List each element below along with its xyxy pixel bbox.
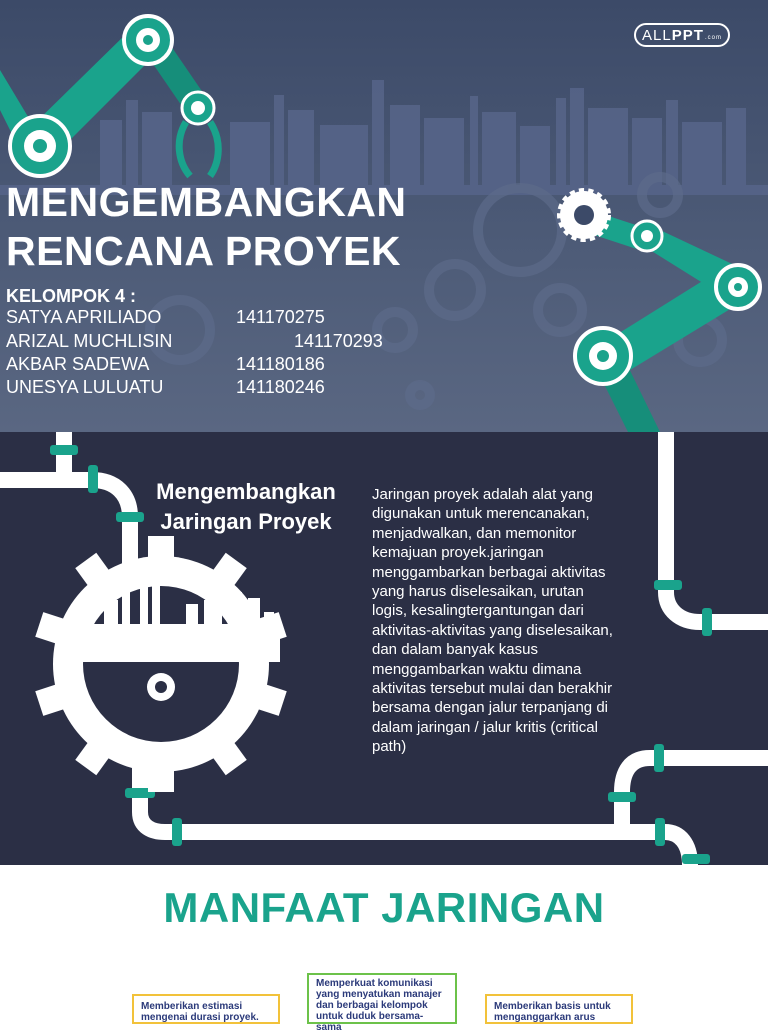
member-id: 141170293	[294, 331, 383, 351]
section-title	[140, 477, 352, 537]
logo-bold: PPT	[671, 26, 704, 44]
benefits-title: MANFAAT JARINGAN	[163, 884, 605, 931]
member-name: SATYA APRILIADO	[6, 307, 162, 327]
robot-arm-right	[560, 191, 760, 432]
member-name: UNESYA LULUATU	[6, 377, 164, 397]
section-title-line-2: Jaringan Proyek	[160, 509, 332, 534]
logo-prefix: ALL	[642, 26, 672, 44]
member-id: 141170275	[236, 307, 325, 327]
benefit-note: Memperkuat komunikasi yang menyatukan manajer dan berbagai kelompok untuk duduk bersama-sama	[307, 973, 457, 1024]
slide-network	[0, 432, 768, 865]
title-line-2: RENCANA PROYEK	[6, 228, 402, 274]
member-id: 141180246	[236, 377, 325, 397]
presentation-title	[6, 178, 407, 276]
member-name: AKBAR SADEWA	[6, 354, 150, 374]
big-gear	[35, 536, 287, 792]
group-label: KELOMPOK 4 :	[6, 286, 137, 306]
slide-title	[0, 0, 768, 432]
slide-benefits	[0, 865, 768, 1033]
section-description: Jaringan proyek adalah alat yang digunakan untuk merencanakan, menjadwalkan, dan memonitor kemajuan proyek.jaringan menggambarkan berbagai aktivitas yang harus diselesaikan, urutan logis, kesalingtergantungan dari aktivitas-aktivitas yang diselesaikan, dan dalam banyak kasus menggambarkan waktu dimana aktivitas tersebut mulai dan berakhir bersama dengan jalur terpanjang di dalam jaringan / jalur kritis (critical path)	[372, 486, 613, 756]
allppt-logo	[634, 23, 730, 47]
title-line-1: MENGEMBANGKAN	[6, 179, 407, 225]
section-title-line-1: Mengembangkan	[156, 479, 336, 504]
member-id: 141180186	[236, 354, 325, 374]
benefit-note: Memberikan estimasi mengenai durasi proyek.	[132, 994, 280, 1024]
logo-suffix: .com	[704, 35, 722, 41]
member-name: ARIZAL MUCHLISIN	[6, 331, 173, 351]
benefit-note: Memberikan basis untuk menganggarkan arus	[485, 994, 633, 1024]
